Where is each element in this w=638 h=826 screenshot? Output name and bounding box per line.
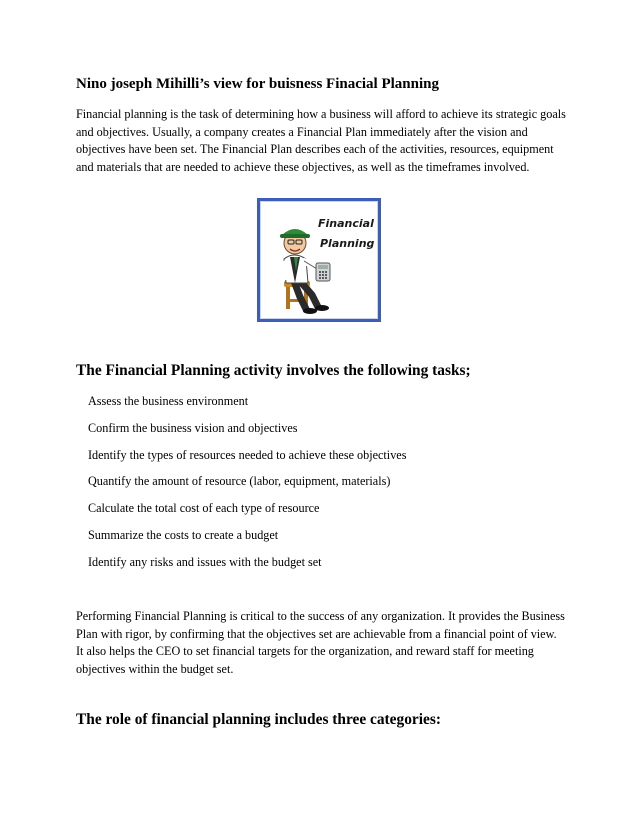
figure-label-line1: Financial: [318, 217, 374, 230]
tasks-list: [88, 393, 406, 581]
financial-planner-icon: [260, 201, 378, 319]
list-item: Quantify the amount of resource (labor, equipment, materials): [88, 474, 391, 489]
closing-paragraph: Performing Financial Planning is critical to the success of any organization. It provides the Business Plan with rigor, by confirming that the objectives set are achievable from a financial point of view. It also helps the CEO to set financial targets for the organization, and reward staff for meeting objectives within the budget set.: [76, 609, 565, 676]
list-item: Identify any risks and issues with the budget set: [88, 554, 322, 569]
page-title: Nino joseph Mihilli’s view for buisness Finacial Planning: [76, 76, 439, 92]
list-item: Confirm the business vision and objectives: [88, 420, 298, 435]
role-heading: The role of financial planning includes three categories:: [76, 711, 441, 728]
financial-planning-image: [257, 198, 381, 322]
list-item: Assess the business environment: [88, 394, 249, 408]
figure-label-line2: Planning: [320, 237, 375, 250]
list-item: Calculate the total cost of each type of resource: [88, 501, 320, 516]
intro-paragraph: Financial planning is the task of determining how a business will afford to achieve its strategic goals and objectives. Usually, a company creates a Financial Plan immediately after the vision and objectives have been set. The Financial Plan describes each of the activities, resources, equipment and materials that are needed to achieve these objectives, as well as the timeframes involved.: [76, 107, 566, 174]
list-item: Summarize the costs to create a budget: [88, 527, 279, 542]
list-item: Identify the types of resources needed to achieve these objectives: [88, 447, 407, 462]
tasks-heading: The Financial Planning activity involves the following tasks;: [76, 362, 471, 379]
